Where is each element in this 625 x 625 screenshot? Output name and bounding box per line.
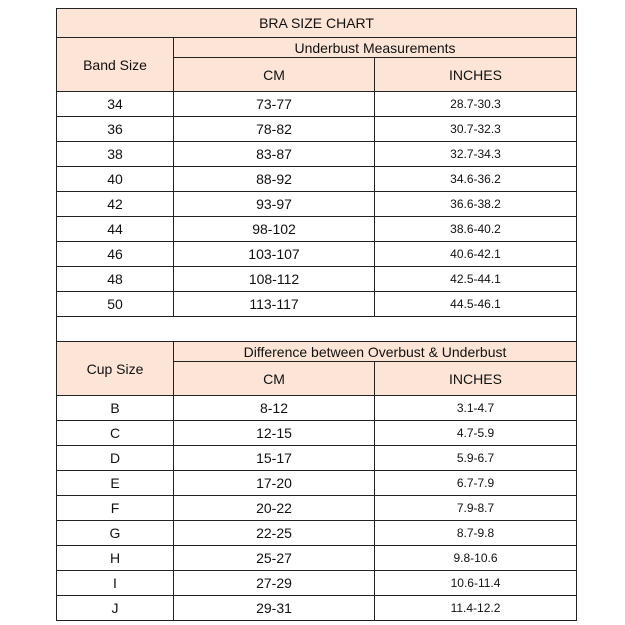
cup-row — [57, 571, 577, 596]
band-size-cell: 50 — [57, 292, 174, 317]
cup-row — [57, 421, 577, 446]
band-row — [57, 242, 577, 267]
title-row — [57, 9, 577, 38]
band-row — [57, 92, 577, 117]
cup-row — [57, 521, 577, 546]
band-row — [57, 142, 577, 167]
band-cm-cell: 73-77 — [174, 92, 375, 117]
band-size-cell: 48 — [57, 267, 174, 292]
cup-row — [57, 396, 577, 421]
cup-inches-cell: 8.7-9.8 — [375, 521, 577, 546]
band-cm-cell: 93-97 — [174, 192, 375, 217]
band-cm-cell: 103-107 — [174, 242, 375, 267]
band-inches-cell: 40.6-42.1 — [375, 242, 577, 267]
cup-size-cell: I — [57, 571, 174, 596]
cup-inches-cell: 11.4-12.2 — [375, 596, 577, 621]
cup-header-row — [57, 342, 577, 362]
band-inches-cell: 32.7-34.3 — [375, 142, 577, 167]
band-size-cell: 42 — [57, 192, 174, 217]
band-size-cell: 36 — [57, 117, 174, 142]
band-row — [57, 217, 577, 242]
chart-body — [57, 9, 577, 621]
cup-size-cell: G — [57, 521, 174, 546]
cup-inches-cell: 4.7-5.9 — [375, 421, 577, 446]
cup-cm-cell: 17-20 — [174, 471, 375, 496]
band-row — [57, 292, 577, 317]
band-size-cell: 44 — [57, 217, 174, 242]
band-inches-cell: 42.5-44.1 — [375, 267, 577, 292]
cup-row — [57, 596, 577, 621]
cup-inches-cell: 9.8-10.6 — [375, 546, 577, 571]
band-inches-cell: 36.6-38.2 — [375, 192, 577, 217]
band-inches-cell: 44.5-46.1 — [375, 292, 577, 317]
cup-row — [57, 471, 577, 496]
band-size-cell: 40 — [57, 167, 174, 192]
band-size-cell: 38 — [57, 142, 174, 167]
cup-cm-cell: 15-17 — [174, 446, 375, 471]
spacer-cell — [57, 317, 577, 342]
cup-cm-cell: 25-27 — [174, 546, 375, 571]
band-row — [57, 117, 577, 142]
cup-size-cell: B — [57, 396, 174, 421]
band-size-label: Band Size — [57, 38, 174, 92]
cup-cm-cell: 12-15 — [174, 421, 375, 446]
cup-row — [57, 496, 577, 521]
band-inches-cell: 30.7-32.3 — [375, 117, 577, 142]
cup-cm-header: CM — [174, 362, 375, 396]
cup-row — [57, 546, 577, 571]
cup-row — [57, 446, 577, 471]
cup-cm-cell: 20-22 — [174, 496, 375, 521]
cup-inches-header: INCHES — [375, 362, 577, 396]
band-row — [57, 167, 577, 192]
band-inches-header: INCHES — [375, 58, 577, 92]
underbust-header: Underbust Measurements — [174, 38, 577, 58]
band-size-cell: 34 — [57, 92, 174, 117]
cup-inches-cell: 3.1-4.7 — [375, 396, 577, 421]
band-cm-cell: 78-82 — [174, 117, 375, 142]
cup-cm-cell: 22-25 — [174, 521, 375, 546]
bra-size-chart — [56, 8, 577, 621]
cup-inches-cell: 10.6-11.4 — [375, 571, 577, 596]
band-cm-cell: 108-112 — [174, 267, 375, 292]
band-cm-cell: 98-102 — [174, 217, 375, 242]
band-cm-cell: 88-92 — [174, 167, 375, 192]
band-row — [57, 192, 577, 217]
band-row — [57, 267, 577, 292]
cup-size-cell: D — [57, 446, 174, 471]
cup-cm-cell: 27-29 — [174, 571, 375, 596]
chart-title: BRA SIZE CHART — [57, 9, 577, 38]
cup-size-cell: H — [57, 546, 174, 571]
band-inches-cell: 34.6-36.2 — [375, 167, 577, 192]
band-size-cell: 46 — [57, 242, 174, 267]
cup-cm-cell: 8-12 — [174, 396, 375, 421]
band-cm-header: CM — [174, 58, 375, 92]
cup-size-cell: J — [57, 596, 174, 621]
band-cm-cell: 113-117 — [174, 292, 375, 317]
cup-inches-cell: 6.7-7.9 — [375, 471, 577, 496]
band-inches-cell: 28.7-30.3 — [375, 92, 577, 117]
cup-inches-cell: 5.9-6.7 — [375, 446, 577, 471]
cup-cm-cell: 29-31 — [174, 596, 375, 621]
cup-inches-cell: 7.9-8.7 — [375, 496, 577, 521]
cup-size-cell: C — [57, 421, 174, 446]
difference-header: Difference between Overbust & Underbust — [174, 342, 577, 362]
cup-size-label: Cup Size — [57, 342, 174, 396]
cup-size-cell: E — [57, 471, 174, 496]
band-header-row — [57, 38, 577, 58]
cup-size-cell: F — [57, 496, 174, 521]
section-spacer — [57, 317, 577, 342]
band-inches-cell: 38.6-40.2 — [375, 217, 577, 242]
band-cm-cell: 83-87 — [174, 142, 375, 167]
